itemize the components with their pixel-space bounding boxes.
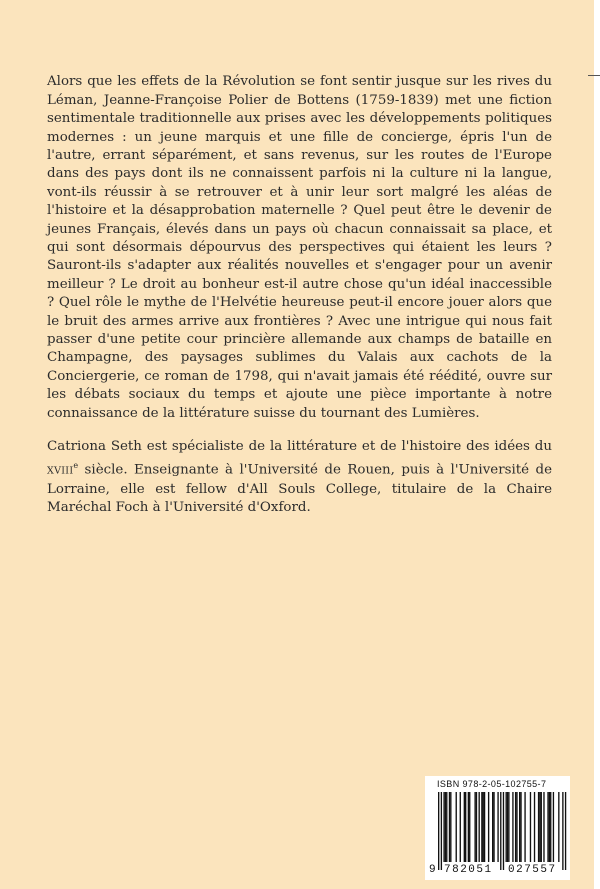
barcode-bar [488, 792, 489, 862]
barcode-bar [468, 792, 469, 862]
book-summary: Alors que les effets de la Révolution se font sentir jusque sur les rives du Léman, Jeanne-Françoise Polier de Bottens (1759-1839) met une fiction sentimentale traditionnelle aux prises avec les développements politiques modernes : un jeune marquis et une fille de concierge, épris l'un de l'autre, errant séparément, et sans revenus, sur les routes de l'Europe dans des pays dont ils ne connaissent parfois ni la culture ni la langue, vont-ils réussir à se retrouver et à unir leur sort malgré les aléas de l'histoire et la désapprobation maternelle ? Quel peut être le devenir de jeunes Français, élevés dans un pays où chacun connaissait sa place, et qui sont désormais dépourvus des perspectives qui étaient les leurs ? Sauront-ils s'adapter aux réalités nouvelles et s'engager pour un avenir meilleur ? Le droit au bonheur est-il autre chose qu'un idéal inaccessible ? Quel rôle le mythe de l'Helvétie heureuse peut-il encore jouer alors que le bruit des armes arrive aux frontières ? Avec une intrigue qui nous fait passer d'une petite cour princière allemande aux champs de bataille en Champagne, des paysages sublimes du Valais aux cachots de la Conciergerie, ce roman de 1798, qui n'avait jamais été réédité, ouvre sur les débats sociaux du temps et ajoute une pièce importante à notre connaissance de la littérature suisse du tournant des Lumières. [47, 74, 552, 421]
barcode-bar [512, 792, 513, 862]
barcode-bar [508, 792, 509, 862]
barcode-bar [465, 792, 466, 862]
barcode-left-digits: 782051 [444, 864, 493, 876]
barcode-bar [483, 792, 484, 862]
barcode-bar [516, 792, 517, 862]
barcode-bar [497, 792, 498, 862]
barcode-bar [476, 792, 477, 862]
author-bio-start: Catriona Seth est spécialiste de la littérature et de l'histoire des idées du [47, 439, 552, 455]
barcode-bar [539, 792, 540, 862]
barcode-right-digits: 027557 [508, 864, 557, 876]
barcode-bar [565, 792, 566, 870]
barcode-bar [474, 792, 475, 862]
isbn-number: ISBN 978-2-05-102755-7 [437, 779, 547, 789]
barcode-bar [438, 792, 439, 870]
page-edge [594, 0, 600, 889]
barcode-bar [553, 792, 554, 862]
fold-mark [588, 75, 600, 76]
barcode-bar [538, 792, 539, 862]
barcode-bar [549, 792, 550, 862]
barcode-bar [541, 792, 542, 862]
barcode-bar [506, 792, 507, 862]
barcode-bar [543, 792, 544, 862]
barcode-bar [550, 792, 551, 862]
barcode-bar [547, 792, 548, 862]
barcode-bar [507, 792, 508, 862]
barcode-bar [484, 792, 485, 862]
barcode-bar [443, 792, 444, 862]
barcode-bar [449, 792, 450, 862]
barcode-bar [445, 792, 446, 862]
barcode-bar [481, 792, 482, 862]
barcode-bar [479, 792, 480, 862]
barcode-bar [441, 792, 442, 870]
barcode-bar [460, 792, 461, 862]
barcode-bar [456, 792, 457, 862]
barcode-bar [558, 792, 559, 862]
author-bio-end: siècle. Enseignante à l'Université de Rouen, puis à l'Université de Lorraine, elle est fellow d'All Souls College, titulaire de la Chaire Maréchal Foch à l'Université d'Oxford. [47, 462, 552, 516]
barcode-bar [524, 792, 525, 862]
barcode-first-digit: 9 [429, 864, 436, 876]
author-bio [47, 438, 552, 517]
barcode-bar [469, 792, 470, 862]
century-numeral: XVIII [47, 465, 74, 477]
barcode-bar [464, 792, 465, 862]
barcode-bar [500, 792, 501, 870]
barcode-bar [446, 792, 447, 862]
barcode-bar [562, 792, 563, 870]
barcode-bar [534, 792, 535, 862]
barcode-bar [503, 792, 504, 870]
barcode-bar [493, 792, 494, 862]
barcode-bar [492, 792, 493, 862]
isbn-barcode [425, 776, 570, 880]
barcode-bar [530, 792, 531, 862]
barcode-bar [519, 792, 520, 862]
barcode-bar [515, 792, 516, 862]
barcode-bar [520, 792, 521, 862]
barcode-bar [450, 792, 451, 862]
century-suffix: e [73, 460, 79, 470]
